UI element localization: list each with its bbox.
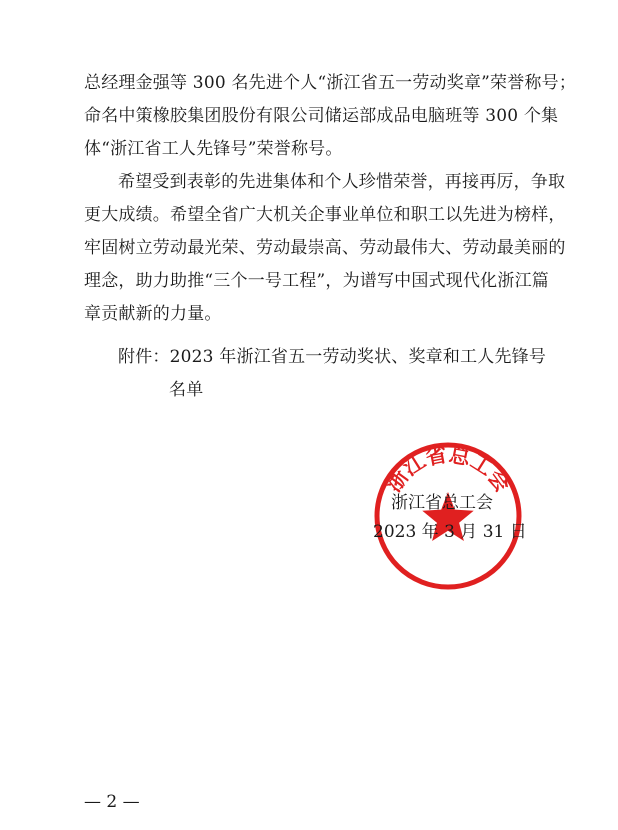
attachment-line-2: 名单: [169, 380, 204, 400]
paragraph-2-line-4: 理念，助力助推“三个一号工程”，为谱写中国式现代化浙江篇: [84, 271, 549, 291]
seal-text: 浙江省总工会: [380, 441, 516, 497]
official-seal: [372, 440, 524, 592]
page-number: — 2 —: [84, 792, 140, 812]
signature-organization: 浙江省总工会: [391, 493, 493, 513]
paragraph-1-line-1: 总经理金强等 300 名先进个人“浙江省五一劳动奖章”荣誉称号；: [84, 73, 577, 93]
paragraph-1-line-3: 体“浙江省工人先锋号”荣誉称号。: [84, 139, 343, 159]
paragraph-1-line-2: 命名中策橡胶集团股份有限公司储运部成品电脑班等 300 个集: [84, 106, 559, 126]
signature-date: 2023 年 3 月 31 日: [373, 522, 527, 542]
paragraph-2-line-3: 牢固树立劳动最光荣、劳动最崇高、劳动最伟大、劳动最美丽的: [84, 238, 566, 258]
paragraph-2-line-2: 更大成绩。希望全省广大机关企事业单位和职工以先进为榜样，: [84, 205, 566, 225]
paragraph-2-line-1: 希望受到表彰的先进集体和个人珍惜荣誉，再接再厉，争取: [118, 172, 566, 192]
attachment-line-1: 附件：2023 年浙江省五一劳动奖状、奖章和工人先锋号: [118, 347, 547, 367]
paragraph-2-line-5: 章贡献新的力量。: [84, 304, 222, 324]
